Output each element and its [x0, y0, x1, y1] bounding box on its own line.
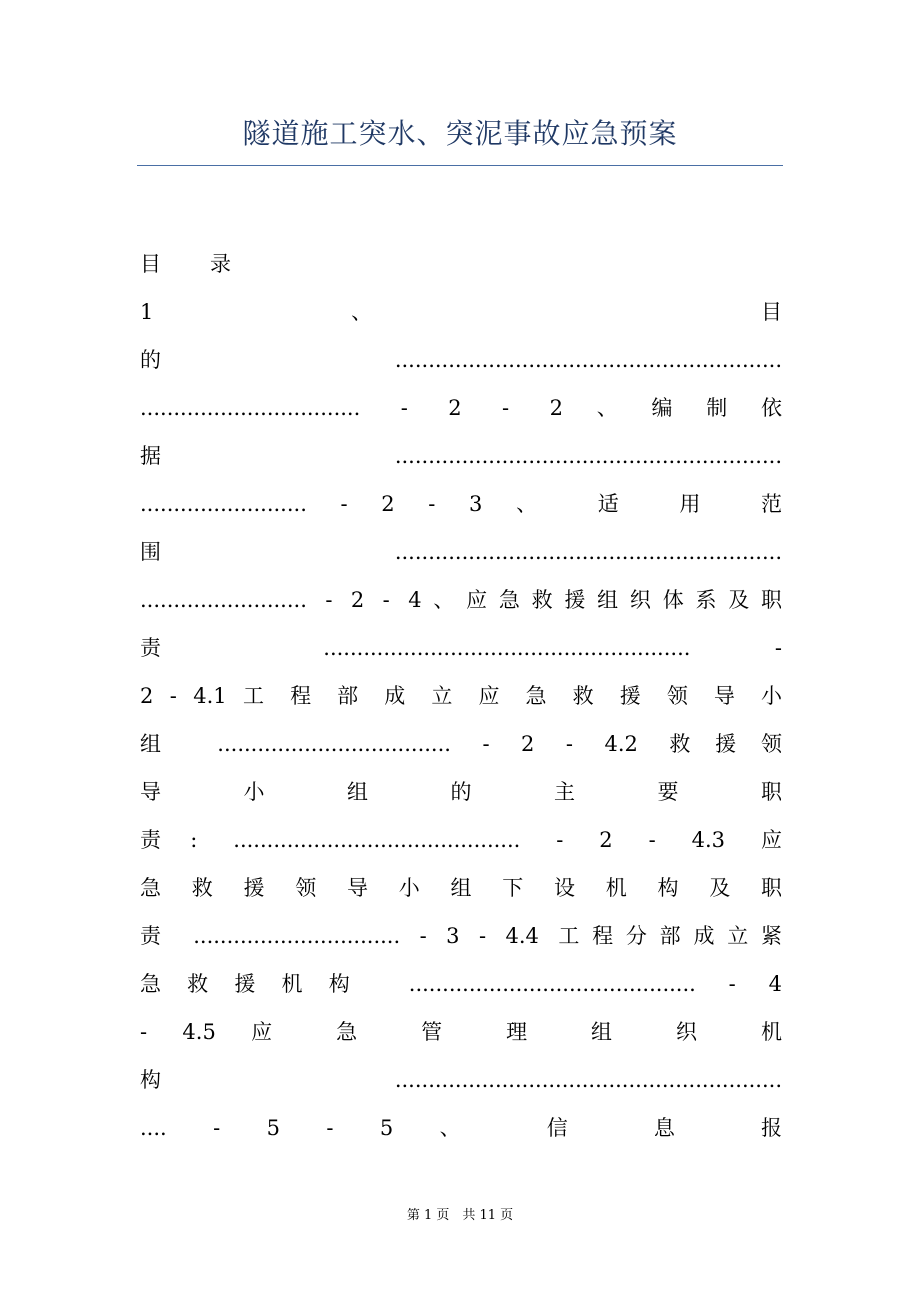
toc-line: - 4.5 应 急 管 理 组 织 机: [140, 1020, 782, 1044]
toc-line: 责: ........................................... - 2 - 4.3 应: [140, 828, 782, 852]
toc-line: ......................... - 2 - 4、应急救援组织体系及职: [140, 588, 782, 612]
toc-line: 急救援机构 ........................................... - 4: [140, 972, 782, 996]
toc-line: 1 、 目: [140, 300, 782, 324]
toc-line: 责 ............................... - 3 - 4.4 工程分部成立紧: [140, 924, 782, 948]
toc-heading: 目 录: [140, 252, 245, 276]
toc-line: ......................... - 2 - 3 、 适 用 范: [140, 492, 782, 516]
document-title: 隧道施工突水、突泥事故应急预案: [242, 117, 678, 150]
toc-line: 责 ....................................................... -: [140, 636, 782, 660]
toc-line: 急 救 援 领 导 小 组 下 设 机 构 及 职: [140, 876, 782, 900]
toc-line: 据 ..........................................................: [140, 444, 782, 468]
toc-line: .... - 5 - 5 、 信 息 报: [140, 1116, 782, 1140]
page-footer: 第 1 页 共 11 页: [406, 1208, 514, 1223]
toc-line: 导 小 组 的 主 要 职: [140, 780, 782, 804]
toc-line: ................................. - 2 - 2、编制依: [140, 396, 782, 420]
toc-line: 构 ..........................................................: [140, 1068, 782, 1092]
toc-line: 围 ..........................................................: [140, 540, 782, 564]
toc-line: 组 ................................... - 2 - 4.2 救援领: [140, 732, 782, 756]
toc-line: 2 - 4.1 工 程 部 成 立 应 急 救 援 领 导 小: [140, 684, 782, 708]
toc-line: 的..........................................................: [140, 348, 782, 372]
title-underline: [137, 165, 783, 166]
table-of-contents: [140, 240, 782, 1152]
